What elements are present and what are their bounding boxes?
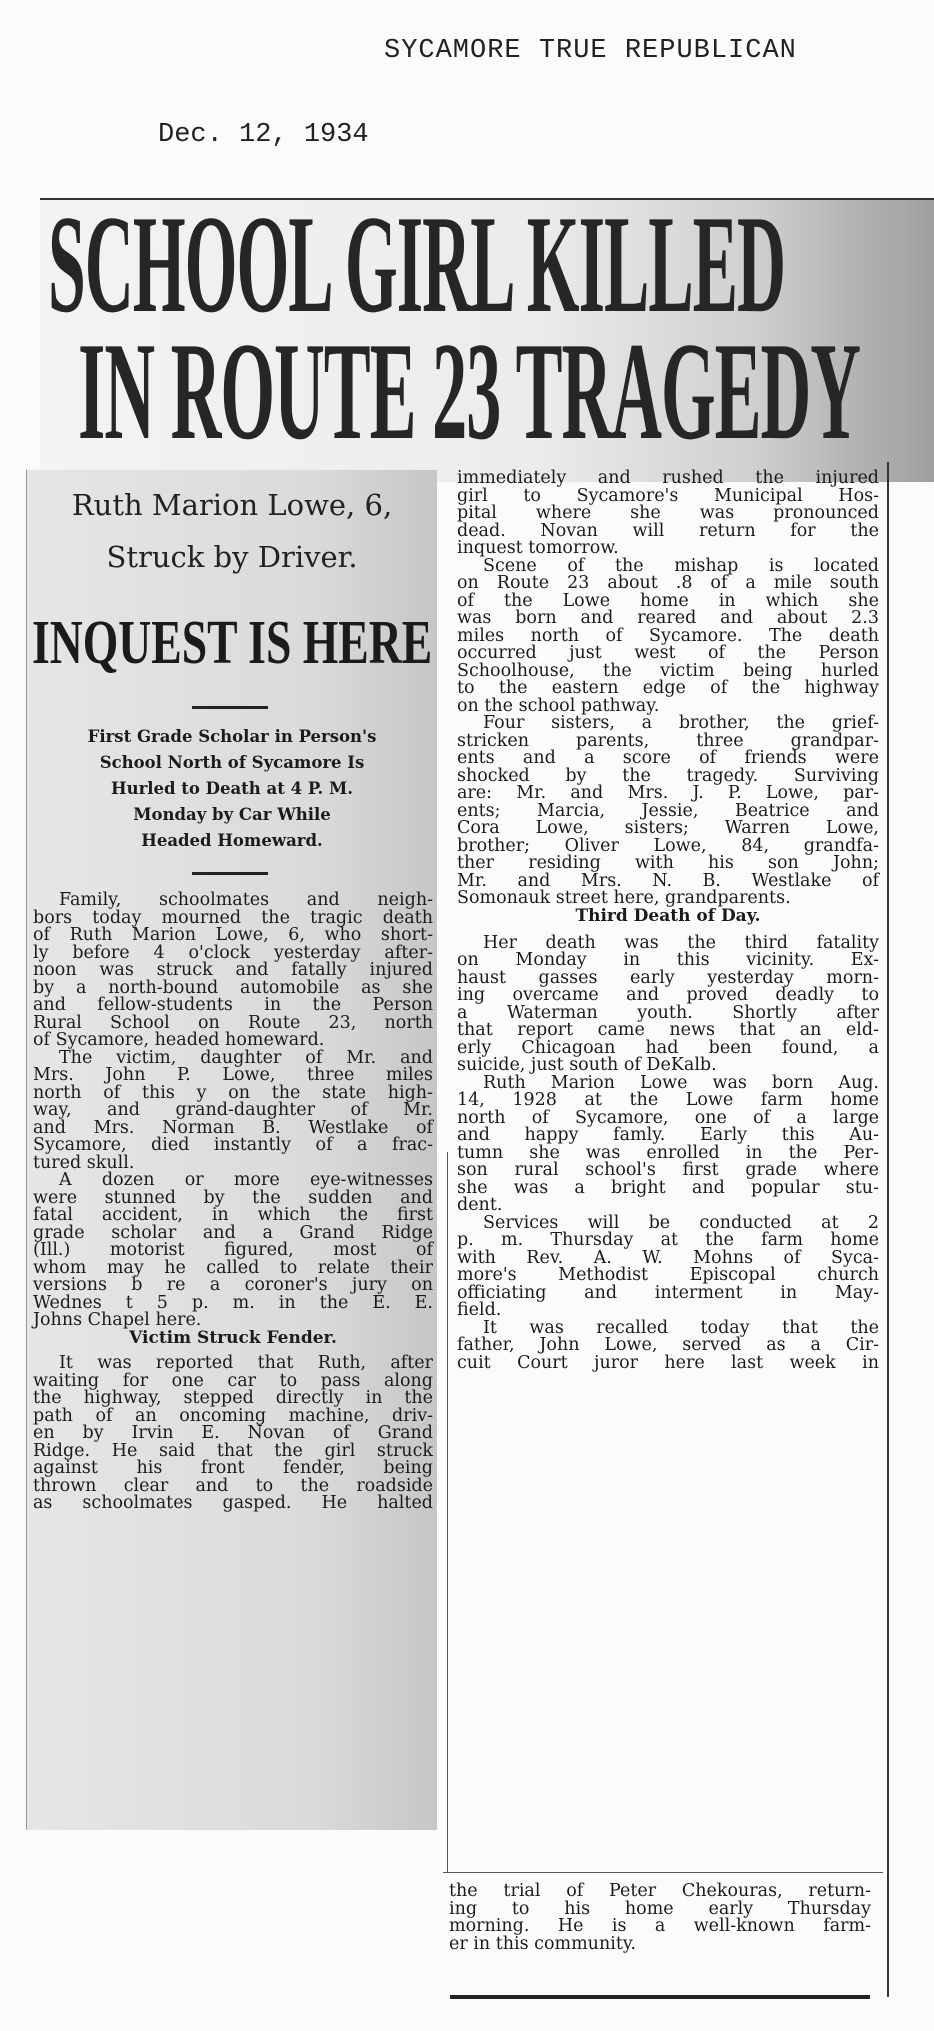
text-line: Somonauk street here, grandparents. xyxy=(457,888,791,908)
deck-line: First Grade Scholar in Person's xyxy=(87,727,377,746)
text-line: Scene of the mishap is located xyxy=(483,555,879,576)
text-line: Cora Lowe, sisters; Warren Lowe, xyxy=(457,818,879,838)
text-line: was born and reared and about 2.3 xyxy=(457,608,879,628)
text-line: the trial of Peter Chekouras, return- xyxy=(449,1881,871,1901)
text-line: It was recalled today that the xyxy=(483,1317,879,1338)
text-line: and Mrs. Norman B. Westlake of xyxy=(33,1117,433,1138)
text-line: stricken parents, three grandpar- xyxy=(457,730,879,751)
text-line: brother; Oliver Lowe, 84, grandfa- xyxy=(457,835,879,856)
text-line: of Ruth Marion Lowe, 6, who short- xyxy=(33,925,433,945)
right-column-body xyxy=(457,465,879,1373)
section-subhead: Third Death of Day. xyxy=(575,905,761,926)
text-line: bors today mourned the tragic death xyxy=(33,907,433,928)
text-line: on Route 23 about .8 of a mile south xyxy=(457,573,879,593)
paragraph xyxy=(457,1070,879,1215)
text-line: officiating and interment in May- xyxy=(457,1282,879,1303)
text-line: versions b re a coroner's jury on xyxy=(33,1275,433,1295)
headline-line-1: SCHOOL GIRL KILLED xyxy=(48,187,786,342)
text-line: son rural school's first grade where xyxy=(457,1160,879,1180)
text-line: haust gasses early yesterday morn- xyxy=(457,967,879,988)
text-line: inquest tomorrow. xyxy=(457,538,619,558)
text-line: ing to his home early Thursday xyxy=(449,1898,871,1919)
text-line: that report came news that an eld- xyxy=(457,1020,879,1040)
text-line: tured skull. xyxy=(33,1152,135,1173)
text-line: girl to Sycamore's Municipal Hos- xyxy=(457,485,879,506)
text-line: with Rev. A. W. Mohns of Syca- xyxy=(457,1247,879,1268)
text-line: cuit Court juror here last week in xyxy=(457,1352,879,1373)
divider-rule xyxy=(192,872,268,875)
column-border xyxy=(447,1152,448,1872)
text-line: suicide, just south of DeKalb. xyxy=(457,1055,717,1075)
text-line: (Ill.) motorist figured, most of xyxy=(33,1240,433,1260)
article-date: Dec. 12, 1934 xyxy=(158,120,369,150)
text-line: more's Methodist Episcopal church xyxy=(457,1265,879,1285)
paragraph xyxy=(33,1046,433,1173)
text-line: dent. xyxy=(457,1195,503,1215)
paragraph xyxy=(449,1878,871,1954)
text-line: grade scholar and a Grand Ridge xyxy=(33,1222,433,1243)
divider-rule xyxy=(192,706,268,709)
text-line: of the Lowe home in which she xyxy=(457,590,879,611)
deck-line: Hurled to Death at 4 P. M. xyxy=(110,779,353,798)
text-line: Services will be conducted at 2 xyxy=(483,1212,879,1233)
text-line: to the eastern edge of the highway xyxy=(457,678,879,698)
text-line: Sycamore, died instantly of a frac- xyxy=(33,1135,433,1155)
text-line: ents and a score of friends were xyxy=(457,748,879,768)
text-line: Mr. and Mrs. N. B. Westlake of xyxy=(457,870,879,891)
paragraph xyxy=(33,1168,433,1330)
headline-block xyxy=(40,187,934,488)
text-line: miles north of Sycamore. The death xyxy=(457,625,879,646)
deck-summary xyxy=(27,724,437,854)
paragraph xyxy=(457,465,879,558)
text-line: fatal accident, in which the first xyxy=(33,1205,433,1225)
text-line: path of an oncoming machine, driv- xyxy=(33,1405,433,1426)
text-line: of Sycamore, headed homeward. xyxy=(33,1030,325,1050)
text-line: dead. Novan will return for the xyxy=(457,520,879,541)
text-line: Rural School on Route 23, north xyxy=(33,1012,433,1033)
banner-inquest: INQUEST IS HERE xyxy=(32,609,433,677)
text-line: and happy famly. Early this Au- xyxy=(457,1125,879,1145)
text-line: Her death was the third fatality xyxy=(483,932,879,953)
paragraph xyxy=(457,1315,879,1373)
continuation-body xyxy=(449,1878,871,1954)
text-line: Four sisters, a brother, the grief- xyxy=(483,713,879,733)
text-line: tumn she was enrolled in the Per- xyxy=(457,1142,879,1163)
deck-line: Headed Homeward. xyxy=(141,831,323,850)
headline-line-2: IN ROUTE 23 TRAGEDY xyxy=(78,314,860,469)
text-line: en by Irvin E. Novan of Grand xyxy=(33,1423,433,1443)
subhead-name: Ruth Marion Lowe, 6, xyxy=(71,488,393,522)
text-line: Ridge. He said that the girl struck xyxy=(33,1440,433,1461)
left-column-body xyxy=(33,888,433,1513)
text-line: as schoolmates gasped. He halted xyxy=(33,1493,433,1513)
section-subhead: Victim Struck Fender. xyxy=(129,1327,337,1348)
text-line: noon was struck and fatally injured xyxy=(33,960,433,980)
text-line: ly before 4 o'clock yesterday after- xyxy=(33,942,433,963)
text-line: A dozen or more eye-witnesses xyxy=(59,1170,433,1190)
text-line: thrown clear and to the roadside xyxy=(33,1475,433,1496)
text-line: way, and grand-daughter of Mr. xyxy=(33,1100,433,1120)
deck-line: School North of Sycamore Is xyxy=(99,753,365,772)
text-line: 14, 1928 at the Lowe farm home xyxy=(457,1090,879,1110)
subhead-struck: Struck by Driver. xyxy=(106,540,358,574)
text-line: Family, schoolmates and neigh- xyxy=(59,890,433,910)
text-line: father, John Lowe, served as a Cir- xyxy=(457,1335,879,1355)
paragraph xyxy=(457,553,879,716)
text-line: occurred just west of the Person xyxy=(457,643,879,663)
text-line: shocked by the tragedy. Surviving xyxy=(457,765,879,786)
text-line: Wednes t 5 p. m. in the E. E. xyxy=(33,1292,433,1313)
text-line: Schoolhouse, the victim being hurled xyxy=(457,660,879,681)
text-line: against his front fender, being xyxy=(33,1458,433,1478)
left-column xyxy=(26,470,437,1830)
text-line: whom may he called to relate their xyxy=(33,1257,433,1278)
right-column xyxy=(447,462,889,1997)
paragraph xyxy=(33,888,433,1050)
continuation-rule xyxy=(443,1872,883,1873)
text-line: north of Sycamore, one of a large xyxy=(457,1107,879,1128)
text-line: she was a bright and popular stu- xyxy=(457,1177,879,1198)
text-line: waiting for one car to pass along xyxy=(33,1370,433,1391)
text-line: Mrs. John P. Lowe, three miles xyxy=(33,1065,433,1085)
text-line: on Monday in this vicinity. Ex- xyxy=(457,950,879,970)
text-line: Johns Chapel here. xyxy=(33,1310,202,1330)
text-line: ing overcame and proved deadly to xyxy=(457,985,879,1005)
text-line: ents; Marcia, Jessie, Beatrice and xyxy=(457,800,879,821)
text-line: The victim, daughter of Mr. and xyxy=(59,1047,433,1068)
paragraph xyxy=(457,710,879,908)
text-line: p. m. Thursday at the farm home xyxy=(457,1230,879,1250)
text-line: by a north-bound automobile as she xyxy=(33,977,433,998)
text-line: a Waterman youth. Shortly after xyxy=(457,1002,879,1023)
text-line: pital where she was pronounced xyxy=(457,503,879,523)
text-line: were stunned by the sudden and xyxy=(33,1187,433,1208)
text-line: er in this community. xyxy=(449,1933,636,1954)
newspaper-masthead: SYCAMORE TRUE REPUBLICAN xyxy=(384,36,797,66)
text-line: It was reported that Ruth, after xyxy=(59,1353,433,1373)
text-line: are: Mr. and Mrs. J. P. Lowe, par- xyxy=(457,783,879,803)
text-line: north of this y on the state high- xyxy=(33,1082,433,1103)
text-line: morning. He is a well-known farm- xyxy=(449,1916,871,1936)
text-line: on the school pathway. xyxy=(457,695,660,716)
text-line: Ruth Marion Lowe was born Aug. xyxy=(483,1072,879,1093)
text-line: ther residing with his son John; xyxy=(457,853,879,873)
text-line: and fellow-students in the Person xyxy=(33,995,433,1015)
paragraph xyxy=(457,1210,879,1320)
text-line: the highway, stepped directly in the xyxy=(33,1388,433,1408)
text-line: erly Chicagoan had been found, a xyxy=(457,1037,879,1058)
text-line: field. xyxy=(457,1300,502,1320)
paragraph xyxy=(457,930,879,1075)
deck-line: Monday by Car While xyxy=(133,805,331,824)
paragraph xyxy=(33,1351,433,1513)
bottom-rule xyxy=(450,1995,870,1999)
text-line: immediately and rushed the injured xyxy=(457,468,879,488)
